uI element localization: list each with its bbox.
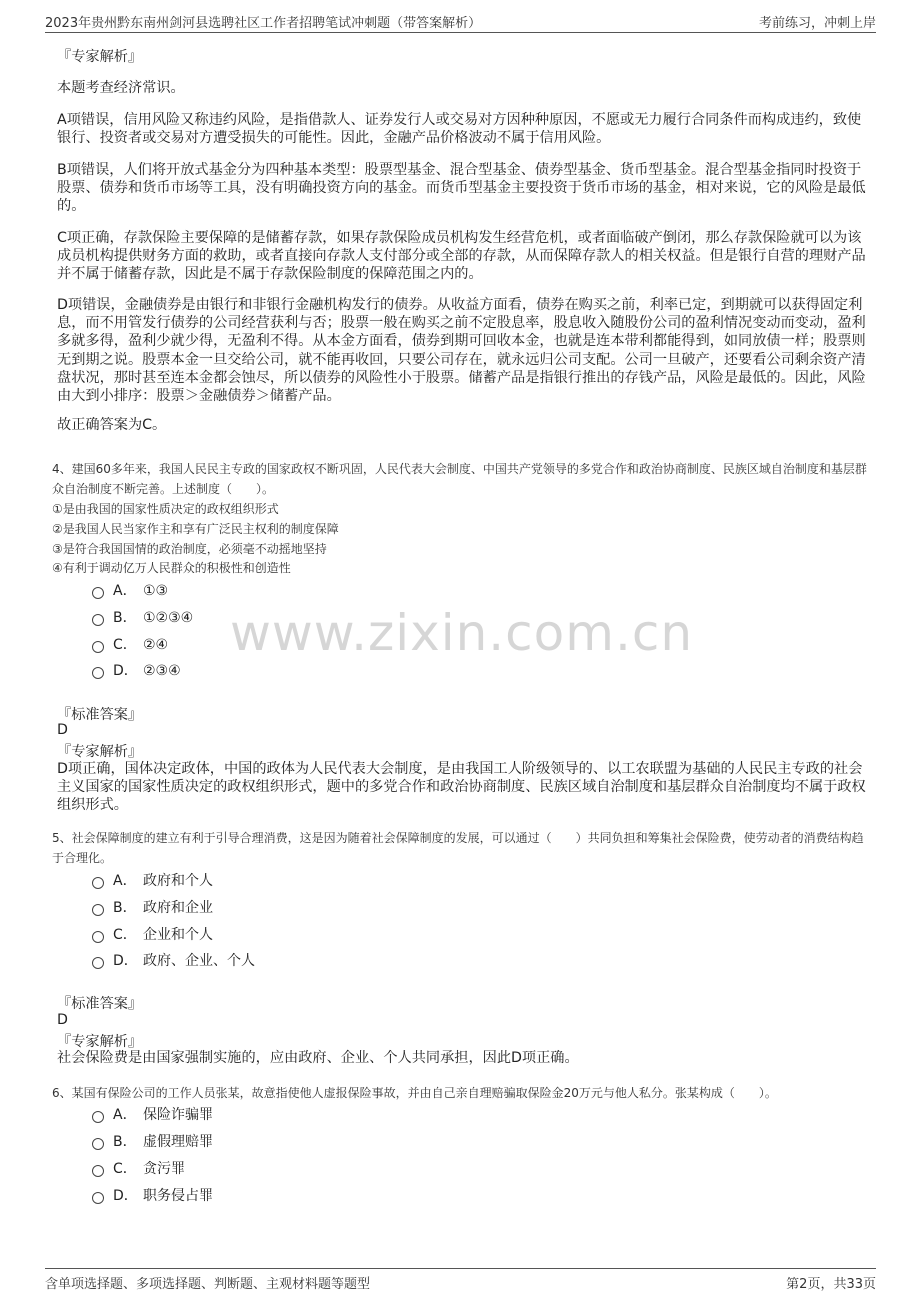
radio-icon[interactable]: [92, 641, 104, 653]
option-letter: C．: [113, 927, 137, 943]
q5-option-b[interactable]: [92, 899, 213, 917]
q5-option-c[interactable]: [92, 926, 213, 944]
page-footer: [45, 1268, 876, 1295]
option-text: 保险诈骗罪: [143, 1107, 213, 1123]
option-letter: A．: [113, 1107, 137, 1123]
q4-statement-4: ④有利于调动亿万人民群众的积极性和创造性: [52, 561, 291, 575]
radio-icon[interactable]: [92, 1192, 104, 1204]
radio-icon[interactable]: [92, 877, 104, 889]
radio-icon[interactable]: [92, 1165, 104, 1177]
q5-answer-label: 『标准答案』: [57, 996, 143, 1012]
header-slogan: 考前练习，冲刺上岸: [758, 16, 876, 31]
option-text: ①③: [143, 583, 169, 599]
q4-option-b[interactable]: [92, 609, 193, 627]
radio-icon[interactable]: [92, 931, 104, 943]
q5-answer: D: [57, 1012, 68, 1028]
radio-icon[interactable]: [92, 904, 104, 916]
q4-statement-3: ③是符合我国国情的政治制度，必须毫不动摇地坚持: [52, 542, 327, 556]
option-text: ②③④: [143, 663, 181, 679]
option-text: 贪污罪: [143, 1161, 185, 1177]
q4-option-d[interactable]: [92, 662, 181, 680]
q3-analysis-intro: 本题考查经济常识。: [57, 80, 185, 96]
q5-analysis-label: 『专家解析』: [57, 1034, 143, 1050]
q6-option-c[interactable]: [92, 1160, 185, 1178]
option-text: 职务侵占罪: [143, 1188, 213, 1204]
radio-icon[interactable]: [92, 1111, 104, 1123]
q3-analysis-option-d: D项错误，金融债券是由银行和非银行金融机构发行的债券。从收益方面看，债券在购买之前，利率已定，到期就可以获得固定利息，而不用管发行债券的公司经营获利与否；股票一般在购买之前不定股息率，股息收入随股份公司的盈利情况变动而变动，盈利多就多得，盈利少就少得，无盈利不得。从本金方面看，债券到期可回收本金，也就是连本带利都能得到，如同放债一样；股票则无到期之说。股票本金一旦交给公司，就不能再收回，只要公司存在，就永远归公司支配。公司一旦破产，还要看公司剩余资产清盘状况，那时甚至连本金都会蚀尽，所以债券的风险性小于股票。储蓄产品是指银行推出的存钱产品，风险是最低的。因此，风险由大到小排序：股票＞金融债券＞储蓄产品。: [57, 297, 866, 405]
option-letter: A．: [113, 873, 137, 889]
option-text: ②④: [143, 637, 169, 653]
q5-option-d[interactable]: [92, 952, 255, 970]
option-text: ①②③④: [143, 610, 194, 626]
option-letter: C．: [113, 1161, 137, 1177]
document-title: 2023年贵州黔东南州剑河县选聘社区工作者招聘笔试冲刺题（带答案解析）: [45, 16, 482, 31]
q3-analysis-option-b: B项错误，人们将开放式基金分为四种基本类型：股票型基金、混合型基金、债券型基金、货币型基金。混合型基金指同时投资于股票、债券和货币市场等工具，没有明确投资方向的基金。而货币型基金主要投资于货币市场的基金，相对来说，它的风险是最低的。: [57, 162, 866, 215]
radio-icon[interactable]: [92, 587, 104, 599]
q4-analysis-label: 『专家解析』: [57, 744, 143, 760]
option-letter: C．: [113, 637, 137, 653]
option-text: 政府和个人: [143, 873, 213, 889]
q3-analysis-option-c: C项正确，存款保险主要保障的是储蓄存款，如果存款保险成员机构发生经营危机，或者面临破产倒闭，那么存款保险就可以为该成员机构提供财务方面的救助，或者直接向存款人支付部分或全部的存款，从而保障存款人的相关权益。但是银行自营的理财产品并不属于储蓄存款，因此是不属于存款保险制度的保障范围之内的。: [57, 230, 866, 283]
q5-stem: 5、社会保障制度的建立有利于引导合理消费，这是因为随着社会保障制度的发展，可以通过（ ）共同负担和筹集社会保险费，使劳动者的消费结构趋于合理化。: [52, 831, 864, 865]
page-number: 第2页，共33页: [786, 1277, 876, 1292]
option-letter: D．: [113, 953, 138, 969]
option-letter: B．: [113, 1134, 137, 1150]
option-letter: D．: [113, 663, 138, 679]
q6-option-b[interactable]: [92, 1133, 213, 1151]
option-text: 政府、企业、个人: [143, 953, 255, 969]
radio-icon[interactable]: [92, 957, 104, 969]
q3-conclusion: 故正确答案为C。: [57, 417, 167, 433]
q6-option-d[interactable]: [92, 1187, 213, 1205]
option-letter: B．: [113, 610, 137, 626]
q6-stem: 6、某国有保险公司的工作人员张某，故意指使他人虚报保险事故，并由自己亲自理赔骗取保险金20万元与他人私分。张某构成（ ）。: [52, 1086, 777, 1100]
q6-option-a[interactable]: [92, 1106, 213, 1124]
radio-icon[interactable]: [92, 614, 104, 626]
q4-stem: 4、建国60多年来，我国人民民主专政的国家政权不断巩固，人民代表大会制度、中国共产党领导的多党合作和政治协商制度、民族区域自治制度和基层群众自治制度不断完善。上述制度（ ）。: [52, 462, 867, 496]
q5-option-a[interactable]: [92, 872, 213, 890]
option-letter: B．: [113, 900, 137, 916]
option-text: 政府和企业: [143, 900, 213, 916]
option-letter: D．: [113, 1188, 138, 1204]
q3-analysis-option-a: A项错误，信用风险又称违约风险，是指借款人、证券发行人或交易对方因种种原因，不愿或无力履行合同条件而构成违约，致使银行、投资者或交易对方遭受损失的可能性。因此，金融产品价格波动不属于信用风险。: [57, 112, 862, 147]
page-header: [45, 10, 876, 33]
q4-statement-1: ①是由我国的国家性质决定的政权组织形式: [52, 502, 279, 516]
option-text: 虚假理赔罪: [143, 1134, 213, 1150]
q4-option-a[interactable]: [92, 582, 168, 600]
option-text: 企业和个人: [143, 927, 213, 943]
option-letter: A．: [113, 583, 137, 599]
q5-analysis: 社会保险费是由国家强制实施的，应由政府、企业、个人共同承担，因此D项正确。: [57, 1050, 579, 1066]
watermark: www.zixin.com.cn: [230, 604, 694, 662]
q3-analysis-label: 『专家解析』: [57, 49, 143, 65]
footer-question-types: 含单项选择题、多项选择题、判断题、主观材料题等题型: [45, 1277, 371, 1292]
radio-icon[interactable]: [92, 667, 104, 679]
q4-statement-2: ②是我国人民当家作主和享有广泛民主权利的制度保障: [52, 522, 339, 536]
radio-icon[interactable]: [92, 1138, 104, 1150]
q4-answer-label: 『标准答案』: [57, 707, 143, 723]
q4-answer: D: [57, 722, 68, 738]
q4-analysis: D项正确，国体决定政体，中国的政体为人民代表大会制度，是由我国工人阶级领导的、以工农联盟为基础的人民民主专政的社会主义国家的国家性质决定的政权组织形式，题中的多党合作和政治协商制度、民族区域自治制度和基层群众自治制度均不属于政权组织形式。: [57, 761, 866, 814]
q4-option-c[interactable]: [92, 636, 168, 654]
